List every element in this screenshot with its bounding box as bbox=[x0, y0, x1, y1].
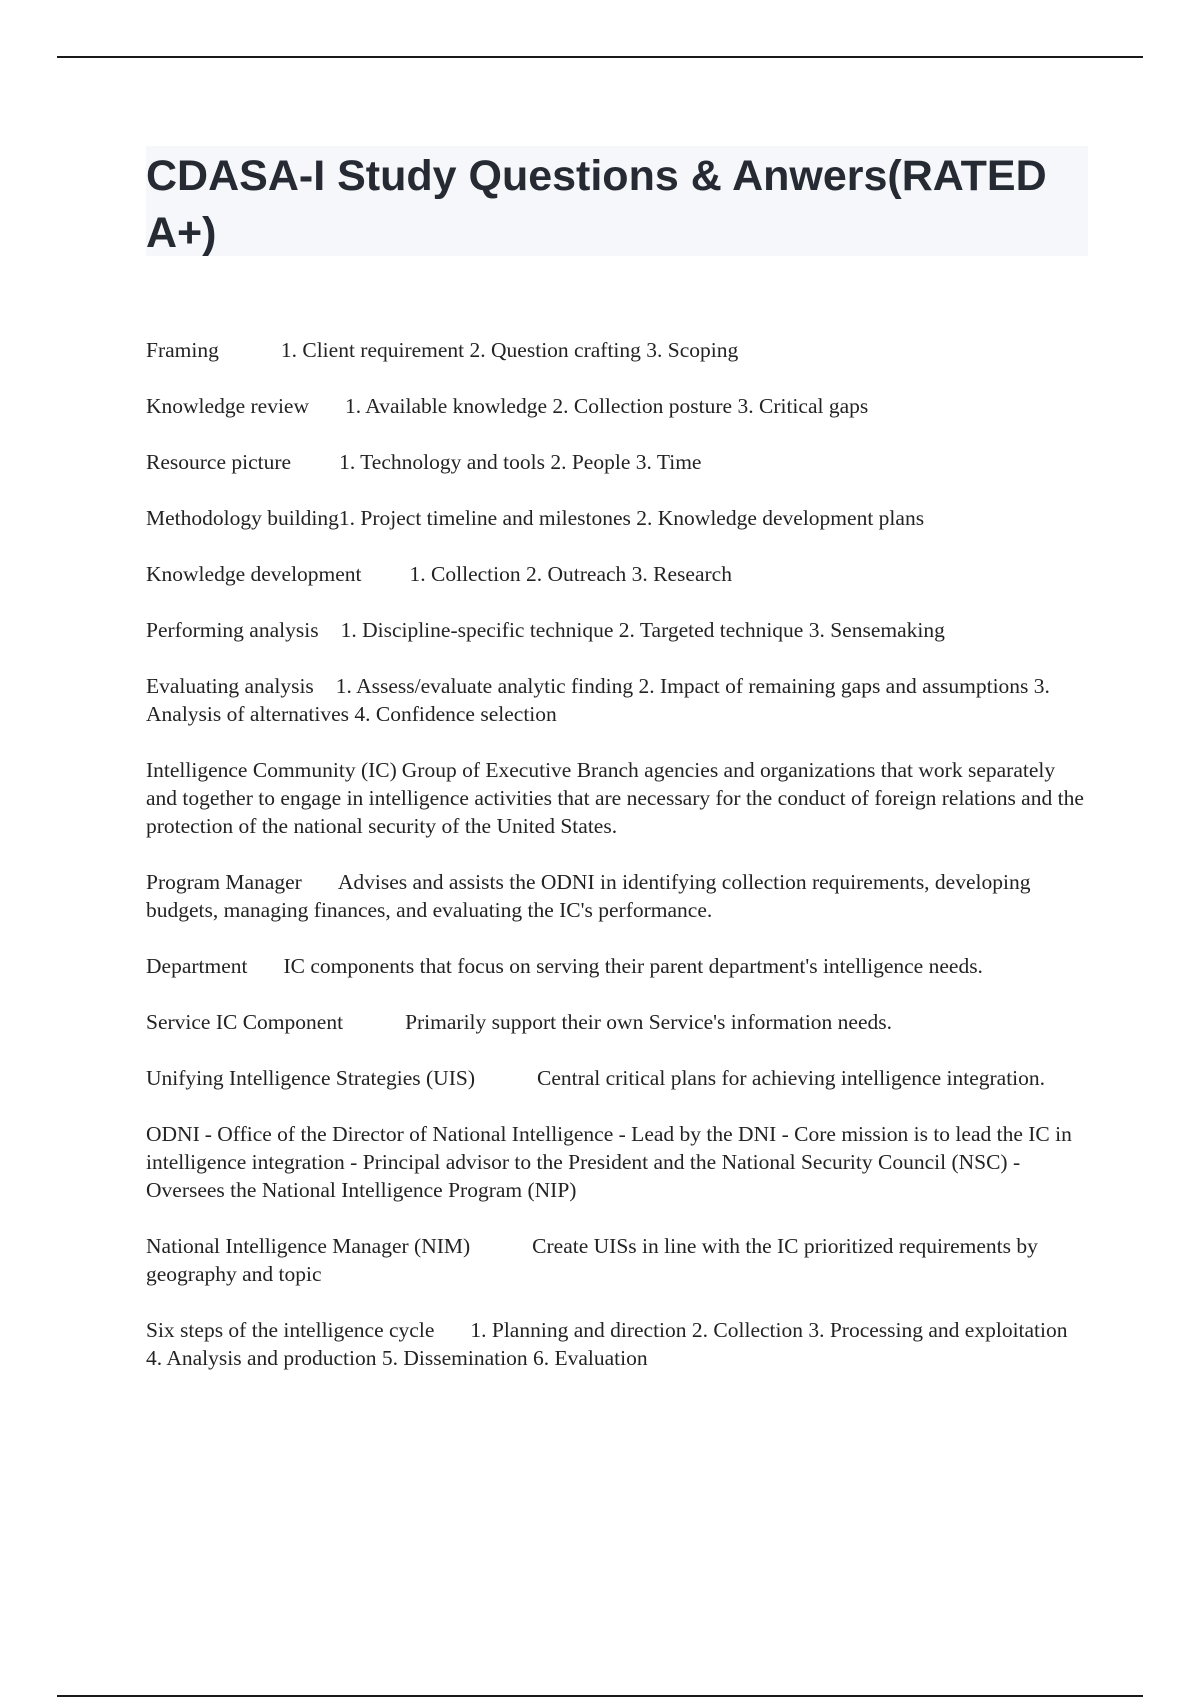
qa-term: Resource picture bbox=[146, 450, 292, 474]
qa-definition: Group of Executive Branch agencies and organizations that work separately and together to engage in intelligence activities that are necessary for the conduct of foreign relations and the protection of the national security of the United States. bbox=[146, 758, 1084, 838]
qa-definition: 1. Assess/evaluate analytic finding 2. Impact of remaining gaps and assumptions 3. Analysis of alternatives 4. Confidence selection bbox=[146, 674, 1050, 726]
qa-list bbox=[146, 336, 1088, 1400]
qa-term: Six steps of the intelligence cycle bbox=[146, 1318, 435, 1342]
qa-definition: 1. Collection 2. Outreach 3. Research bbox=[409, 562, 732, 586]
qa-definition: 1. Technology and tools 2. People 3. Time bbox=[339, 450, 702, 474]
qa-item-unifying-intelligence-strategies bbox=[146, 1064, 1088, 1092]
qa-definition: 1. Available knowledge 2. Collection posture 3. Critical gaps bbox=[344, 394, 869, 418]
qa-definition: Central critical plans for achieving intelligence integration. bbox=[536, 1066, 1046, 1090]
qa-term: Evaluating analysis bbox=[146, 674, 314, 698]
qa-item-intelligence-community bbox=[146, 756, 1088, 840]
qa-definition: IC components that focus on serving their parent department's intelligence needs. bbox=[283, 954, 983, 978]
qa-item-knowledge-review bbox=[146, 392, 1088, 420]
bottom-rule bbox=[57, 1695, 1143, 1697]
qa-definition: 1. Planning and direction 2. Collection 3. Processing and exploitation 4. Analysis and production 5. Dissemination 6. Evaluation bbox=[146, 1318, 1068, 1370]
qa-term: Knowledge review bbox=[146, 394, 309, 418]
qa-item-six-steps-intelligence-cycle bbox=[146, 1316, 1088, 1372]
qa-definition: Create UISs in line with the IC prioritized requirements by geography and topic bbox=[146, 1234, 1038, 1286]
top-rule bbox=[57, 56, 1143, 58]
qa-item-odni bbox=[146, 1120, 1088, 1204]
qa-definition: 1. Client requirement 2. Question crafting 3. Scoping bbox=[280, 338, 739, 362]
qa-term: National Intelligence Manager (NIM) bbox=[146, 1234, 471, 1258]
qa-item-framing bbox=[146, 336, 1088, 364]
title-block bbox=[146, 146, 1088, 256]
qa-term: Unifying Intelligence Strategies (UIS) bbox=[146, 1066, 475, 1090]
qa-definition: 1. Project timeline and milestones 2. Knowledge development plans bbox=[338, 506, 925, 530]
qa-term: Program Manager bbox=[146, 870, 302, 894]
qa-term: Service IC Component bbox=[146, 1010, 344, 1034]
qa-item-program-manager bbox=[146, 868, 1088, 924]
qa-term: Department bbox=[146, 954, 248, 978]
qa-item-resource-picture bbox=[146, 448, 1088, 476]
qa-item-performing-analysis bbox=[146, 616, 1088, 644]
qa-definition: Primarily support their own Service's information needs. bbox=[405, 1010, 892, 1034]
qa-term: ODNI bbox=[146, 1122, 200, 1146]
qa-item-methodology-building bbox=[146, 504, 1088, 532]
qa-definition: 1. Discipline-specific technique 2. Targeted technique 3. Sensemaking bbox=[340, 618, 945, 642]
qa-definition: - Office of the Director of National Intelligence - Lead by the DNI - Core mission is to lead the IC in intelligence integration - Principal advisor to the President and the National Security Council (NSC) - Oversees the National Intelligence Program (NIP) bbox=[146, 1122, 1072, 1202]
qa-definition: Advises and assists the ODNI in identifying collection requirements, developing budgets, managing finances, and evaluating the IC's performance. bbox=[146, 870, 1031, 922]
qa-item-evaluating-analysis bbox=[146, 672, 1088, 728]
qa-item-knowledge-development bbox=[146, 560, 1088, 588]
qa-term: Methodology building bbox=[146, 506, 339, 530]
qa-item-department bbox=[146, 952, 1088, 980]
qa-term: Knowledge development bbox=[146, 562, 362, 586]
document-title: CDASA-I Study Questions & Anwers(RATED A+) bbox=[146, 152, 1047, 257]
qa-term: Framing bbox=[146, 338, 219, 362]
qa-term: Intelligence Community (IC) bbox=[146, 758, 397, 782]
qa-item-national-intelligence-manager bbox=[146, 1232, 1088, 1288]
qa-term: Performing analysis bbox=[146, 618, 319, 642]
qa-item-service-ic-component bbox=[146, 1008, 1088, 1036]
